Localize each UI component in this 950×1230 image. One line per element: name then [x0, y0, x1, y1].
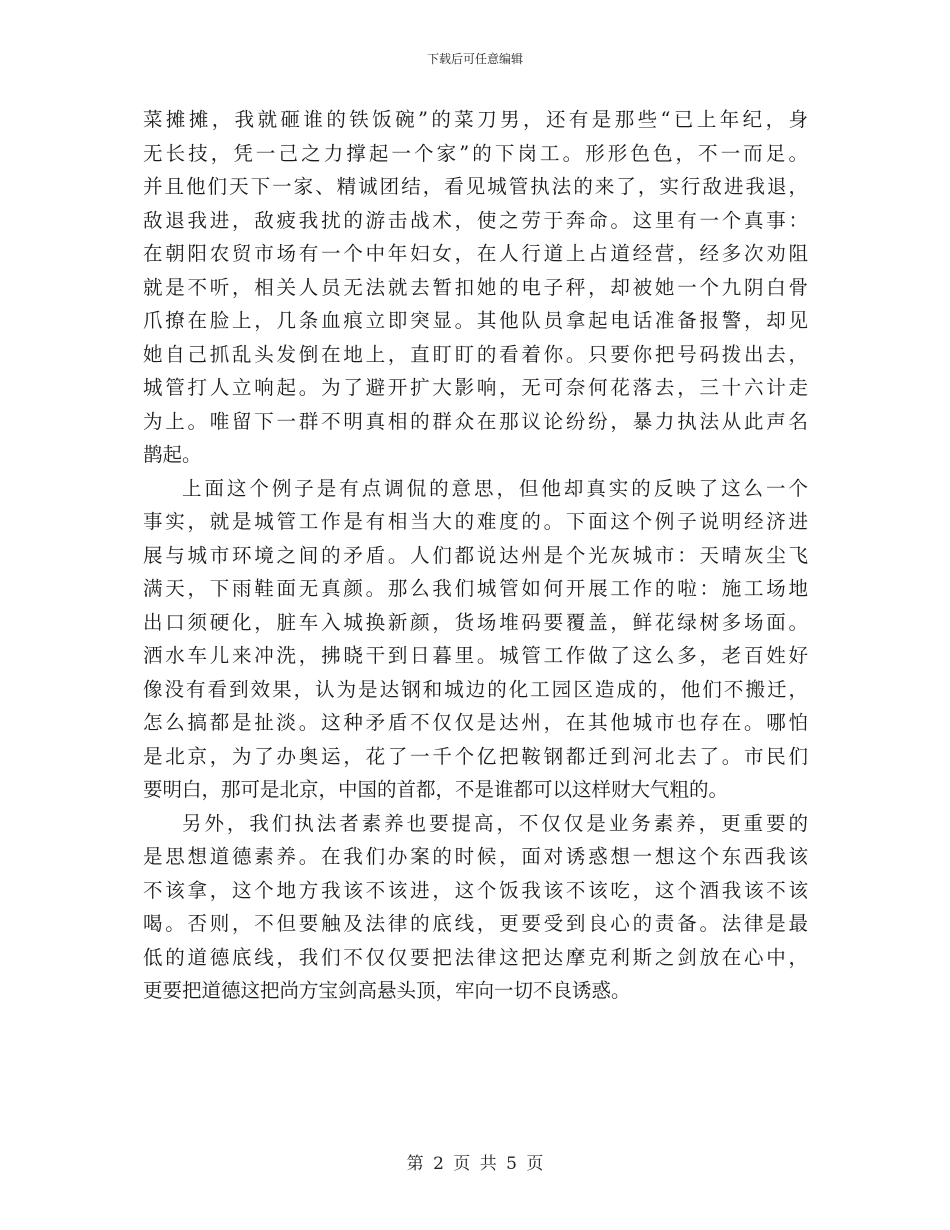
text-line: 洒水车儿来冲洗，拂晓干到日暮里。城管工作做了这么多，老百姓好 — [143, 644, 808, 667]
text-line: 就是不听，相关人员无法就去暂扣她的电子秤，却被她一个九阴白骨 — [143, 275, 808, 299]
text-line: 像没有看到效果，认为是达钢和城边的化工园区造成的，他们不搬迁， — [143, 677, 808, 701]
text-line: 低的道德底线，我们不仅仅要把法律这把达摩克利斯之剑放在心中， — [143, 945, 808, 969]
text-line: 怎么搞都是扯淡。这种矛盾不仅仅是达州，在其他城市也存在。哪怕 — [143, 711, 808, 734]
page-header: 下载后可任意编辑 — [426, 52, 523, 66]
text-line: 不该拿，这个地方我该不该进，这个饭我该不该吃，这个酒我该不该 — [143, 878, 808, 902]
paragraph — [143, 472, 808, 807]
text-line: 为上。唯留下一群不明真相的群众在那议论纷纷，暴力执法从此声名 — [143, 409, 808, 433]
text-line: 事实，就是城管工作是有相当大的难度的。下面这个例子说明经济进 — [143, 510, 808, 533]
text-line: 敌退我进，敌疲我扰的游击战术，使之劳于奔命。这里有一个真事： — [143, 208, 808, 232]
text-line: 更要把道德这把尚方宝剑高悬头顶，牢向一切不良诱惑。 — [143, 979, 631, 1002]
text-line: 展与城市环境之间的矛盾。人们都说达州是个光灰城市：天晴灰尘飞 — [143, 543, 808, 567]
paragraph — [143, 807, 808, 1008]
text-line: 是北京，为了办奥运，花了一千个亿把鞍钢都迁到河北去了。市民们 — [143, 744, 808, 768]
text-line: 并且他们天下一家、精诚团结，看见城管执法的来了，实行敌进我退， — [143, 175, 808, 198]
text-line: 菜摊摊，我就砸谁的铁饭碗”的菜刀男，还有是那些“已上年纪，身 — [143, 108, 808, 131]
text-line: 爪撩在脸上，几条血痕立即突显。其他队员拿起电话准备报警，却见 — [143, 309, 808, 332]
text-line: 无长技，凭一己之力撑起一个家”的下岗工。形形色色，不一而足。 — [143, 141, 808, 165]
text-line: 她自己抓乱头发倒在地上，直盯盯的看着你。只要你把号码拨出去， — [143, 342, 808, 366]
text-line: 喝。否则，不但要触及法律的底线，更要受到良心的责备。法律是最 — [143, 912, 808, 935]
text-line: 鹊起。 — [143, 443, 202, 466]
text-line: 另外，我们执法者素养也要提高，不仅仅是业务素养，更重要的 — [182, 811, 808, 835]
document-body — [143, 103, 808, 1008]
text-line: 出口须硬化，脏车入城换新颜，货场堆码要覆盖，鲜花绿树多场面。 — [143, 610, 808, 634]
text-line: 是思想道德素养。在我们办案的时候，面对诱惑想一想这个东西我该 — [143, 845, 808, 868]
text-line: 要明白，那可是北京，中国的首都，不是谁都可以这样财大气粗的。 — [143, 778, 729, 801]
text-line: 满天，下雨鞋面无真颜。那么我们城管如何开展工作的啦：施工场地 — [143, 577, 808, 600]
paragraph — [143, 103, 808, 472]
text-line: 上面这个例子是有点调侃的意思，但他却真实的反映了这么一个 — [182, 476, 808, 500]
text-line: 在朝阳农贸市场有一个中年妇女，在人行道上占道经营，经多次劝阻 — [143, 242, 808, 265]
text-line: 城管打人立响起。为了避开扩大影响，无可奈何花落去，三十六计走 — [143, 376, 808, 399]
page-footer: 第 2 页 共 5 页 — [406, 1154, 544, 1174]
